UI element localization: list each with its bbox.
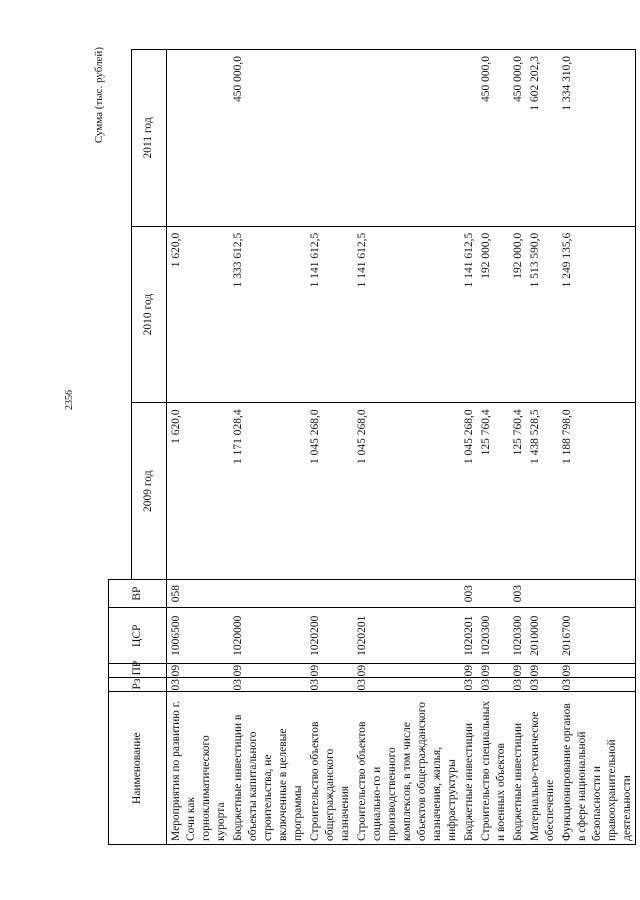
table-row xyxy=(166,50,229,845)
table-body xyxy=(166,50,635,845)
cell-y2010: 192 000,0 xyxy=(509,226,526,403)
header-vr: ВР xyxy=(109,580,167,608)
cell-y2009: 1 620,0 xyxy=(166,403,229,580)
cell-name: Бюджетные инвестиции в объекты капитального строительства, не включенные в целевые программы xyxy=(229,692,306,845)
cell-vr xyxy=(558,580,636,608)
header-pr: ПР xyxy=(109,664,167,678)
cell-y2010: 1 141 612,5 xyxy=(460,226,477,403)
cell-pr: 09 xyxy=(353,664,460,678)
cell-y2010: 192 000,0 xyxy=(477,226,509,403)
cell-csr: 2016700 xyxy=(558,608,636,664)
cell-y2009: 125 760,4 xyxy=(477,403,509,580)
cell-csr: 1006500 xyxy=(166,608,229,664)
cell-y2010: 1 513 590,0 xyxy=(526,226,558,403)
header-2009: 2009 год xyxy=(131,403,166,580)
cell-y2010: 1 141 612,5 xyxy=(306,226,353,403)
table-row xyxy=(229,50,306,845)
cell-name: Бюджетные инвестиции xyxy=(509,692,526,845)
landscape-content xyxy=(92,45,633,845)
page-number: 2356 xyxy=(64,390,75,410)
document-page xyxy=(92,45,633,845)
table-row xyxy=(460,50,477,845)
header-name: Наименование xyxy=(109,692,167,845)
cell-csr: 1020201 xyxy=(353,608,460,664)
cell-vr xyxy=(526,580,558,608)
cell-name: Строительство специальных и военных объектов xyxy=(477,692,509,845)
cell-csr: 1020201 xyxy=(460,608,477,664)
cell-vr xyxy=(477,580,509,608)
cell-y2011 xyxy=(166,50,229,227)
cell-vr: 058 xyxy=(166,580,229,608)
cell-pr: 09 xyxy=(460,664,477,678)
cell-y2009: 1 171 028,4 xyxy=(229,403,306,580)
cell-pr: 09 xyxy=(166,664,229,678)
cell-rz: 03 xyxy=(353,678,460,692)
table-row xyxy=(558,50,636,845)
cell-name: Бюджетные инвестиции xyxy=(460,692,477,845)
budget-table xyxy=(108,49,636,845)
table-row xyxy=(353,50,460,845)
header-rz: Рз xyxy=(109,678,167,692)
cell-vr xyxy=(306,580,353,608)
cell-name: Функционирование органов в сфере национальной безопасности и правоохранительной деятельности xyxy=(558,692,636,845)
cell-rz: 03 xyxy=(526,678,558,692)
header-2010: 2010 год xyxy=(131,226,166,403)
cell-csr: 1020000 xyxy=(229,608,306,664)
cell-name: Строительство объектов социально-го и производственного комплексов, в том числе объектов общегражданского назначения, жилья, инфраструктуры xyxy=(353,692,460,845)
cell-vr: 003 xyxy=(460,580,477,608)
cell-y2009: 125 760,4 xyxy=(509,403,526,580)
cell-vr xyxy=(353,580,460,608)
cell-y2009: 1 045 268,0 xyxy=(460,403,477,580)
cell-rz: 03 xyxy=(558,678,636,692)
cell-csr: 1020300 xyxy=(509,608,526,664)
cell-pr: 09 xyxy=(558,664,636,678)
cell-y2011 xyxy=(460,50,477,227)
cell-y2010: 1 249 135,6 xyxy=(558,226,636,403)
cell-y2011 xyxy=(353,50,460,227)
table-row xyxy=(509,50,526,845)
table-row xyxy=(477,50,509,845)
cell-pr: 09 xyxy=(477,664,509,678)
header-2011: 2011 год xyxy=(131,50,166,227)
cell-y2010: 1 141 612,5 xyxy=(353,226,460,403)
cell-name: Строительство объектов общегражданского назначения xyxy=(306,692,353,845)
cell-rz: 03 xyxy=(229,678,306,692)
table-row xyxy=(306,50,353,845)
cell-pr: 09 xyxy=(526,664,558,678)
cell-y2011 xyxy=(306,50,353,227)
cell-y2011: 450 000,0 xyxy=(229,50,306,227)
cell-y2009: 1 438 528,5 xyxy=(526,403,558,580)
cell-csr: 1020300 xyxy=(477,608,509,664)
cell-y2010: 1 620,0 xyxy=(166,226,229,403)
cell-pr: 09 xyxy=(306,664,353,678)
cell-y2010: 1 333 612,5 xyxy=(229,226,306,403)
cell-y2009: 1 045 268,0 xyxy=(353,403,460,580)
cell-vr: 003 xyxy=(509,580,526,608)
header-csr: ЦСР xyxy=(109,608,167,664)
cell-pr: 09 xyxy=(509,664,526,678)
cell-y2011: 1 602 202,3 xyxy=(526,50,558,227)
cell-y2011: 450 000,0 xyxy=(477,50,509,227)
cell-vr xyxy=(229,580,306,608)
cell-rz: 03 xyxy=(166,678,229,692)
cell-csr: 2010000 xyxy=(526,608,558,664)
cell-name: Мероприятия по развитию г. Сочи как горноклиматического курорта xyxy=(166,692,229,845)
cell-y2009: 1 188 798,0 xyxy=(558,403,636,580)
cell-csr: 1020200 xyxy=(306,608,353,664)
cell-rz: 03 xyxy=(306,678,353,692)
cell-rz: 03 xyxy=(460,678,477,692)
units-note: Сумма (тыс. рублей) xyxy=(93,47,105,144)
table-row xyxy=(526,50,558,845)
cell-y2009: 1 045 268,0 xyxy=(306,403,353,580)
cell-y2011: 1 334 310,0 xyxy=(558,50,636,227)
cell-name: Материально-техническое обеспечение xyxy=(526,692,558,845)
cell-rz: 03 xyxy=(477,678,509,692)
cell-pr: 09 xyxy=(229,664,306,678)
cell-y2011: 450 000,0 xyxy=(509,50,526,227)
cell-rz: 03 xyxy=(509,678,526,692)
